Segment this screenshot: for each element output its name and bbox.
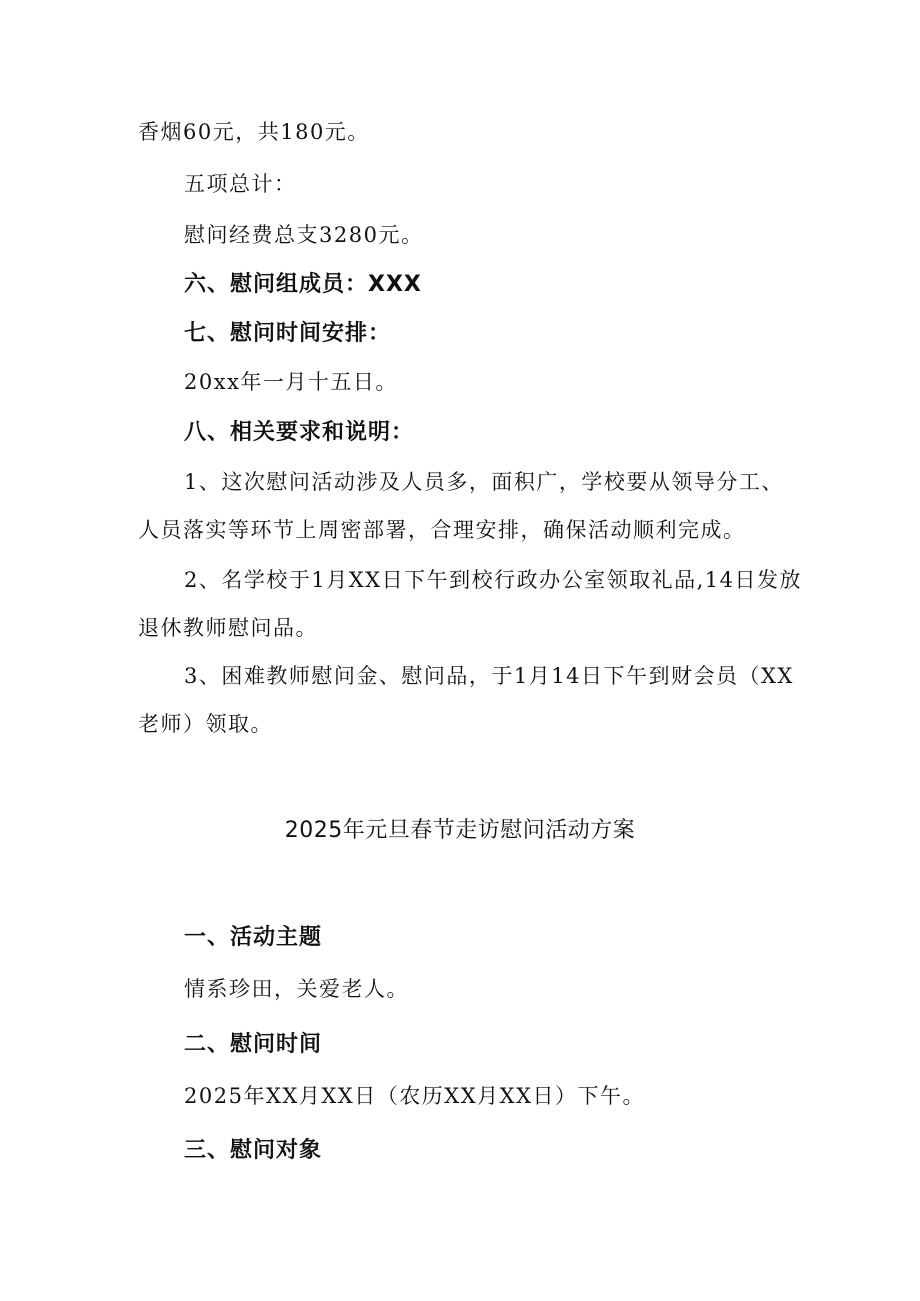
requirement-1-line-1: 1、这次慰问活动涉及人员多，面积广，学校要从领导分工、	[184, 470, 784, 494]
requirement-1-line-2: 人员落实等环节上周密部署，合理安排，确保活动顺利完成。	[138, 518, 746, 542]
section-heading-theme: 一、活动主题	[184, 925, 323, 950]
five-items-total-label: 五项总计：	[184, 172, 297, 196]
requirement-2-line-1: 2、名学校于1月XX日下午到校行政办公室领取礼品,14日发放	[184, 568, 803, 592]
document-title: 2025年元旦春节走访慰问活动方案	[284, 818, 636, 843]
schedule-date-line: 20xx年一月十五日。	[184, 370, 398, 394]
requirement-3-line-2: 老师）领取。	[138, 712, 273, 736]
time-text: 2025年XX月XX日（农历XX月XX日）下午。	[184, 1084, 646, 1108]
requirement-2-line-2: 退休教师慰问品。	[138, 616, 318, 640]
section-heading-target: 三、慰问对象	[184, 1138, 323, 1163]
requirement-3-line-1: 3、困难教师慰问金、慰问品，于1月14日下午到财会员（XX	[184, 664, 794, 688]
theme-text: 情系珍田，关爱老人。	[184, 977, 409, 1001]
section-heading-requirements: 八、相关要求和说明：	[184, 420, 415, 445]
total-expense-line: 慰问经费总支3280元。	[184, 223, 424, 247]
cigarette-cost-line: 香烟60元，共180元。	[138, 120, 370, 144]
section-heading-schedule: 七、慰问时间安排：	[184, 321, 392, 346]
section-heading-members: 六、慰问组成员：XXX	[184, 272, 422, 297]
section-heading-time: 二、慰问时间	[184, 1032, 323, 1057]
